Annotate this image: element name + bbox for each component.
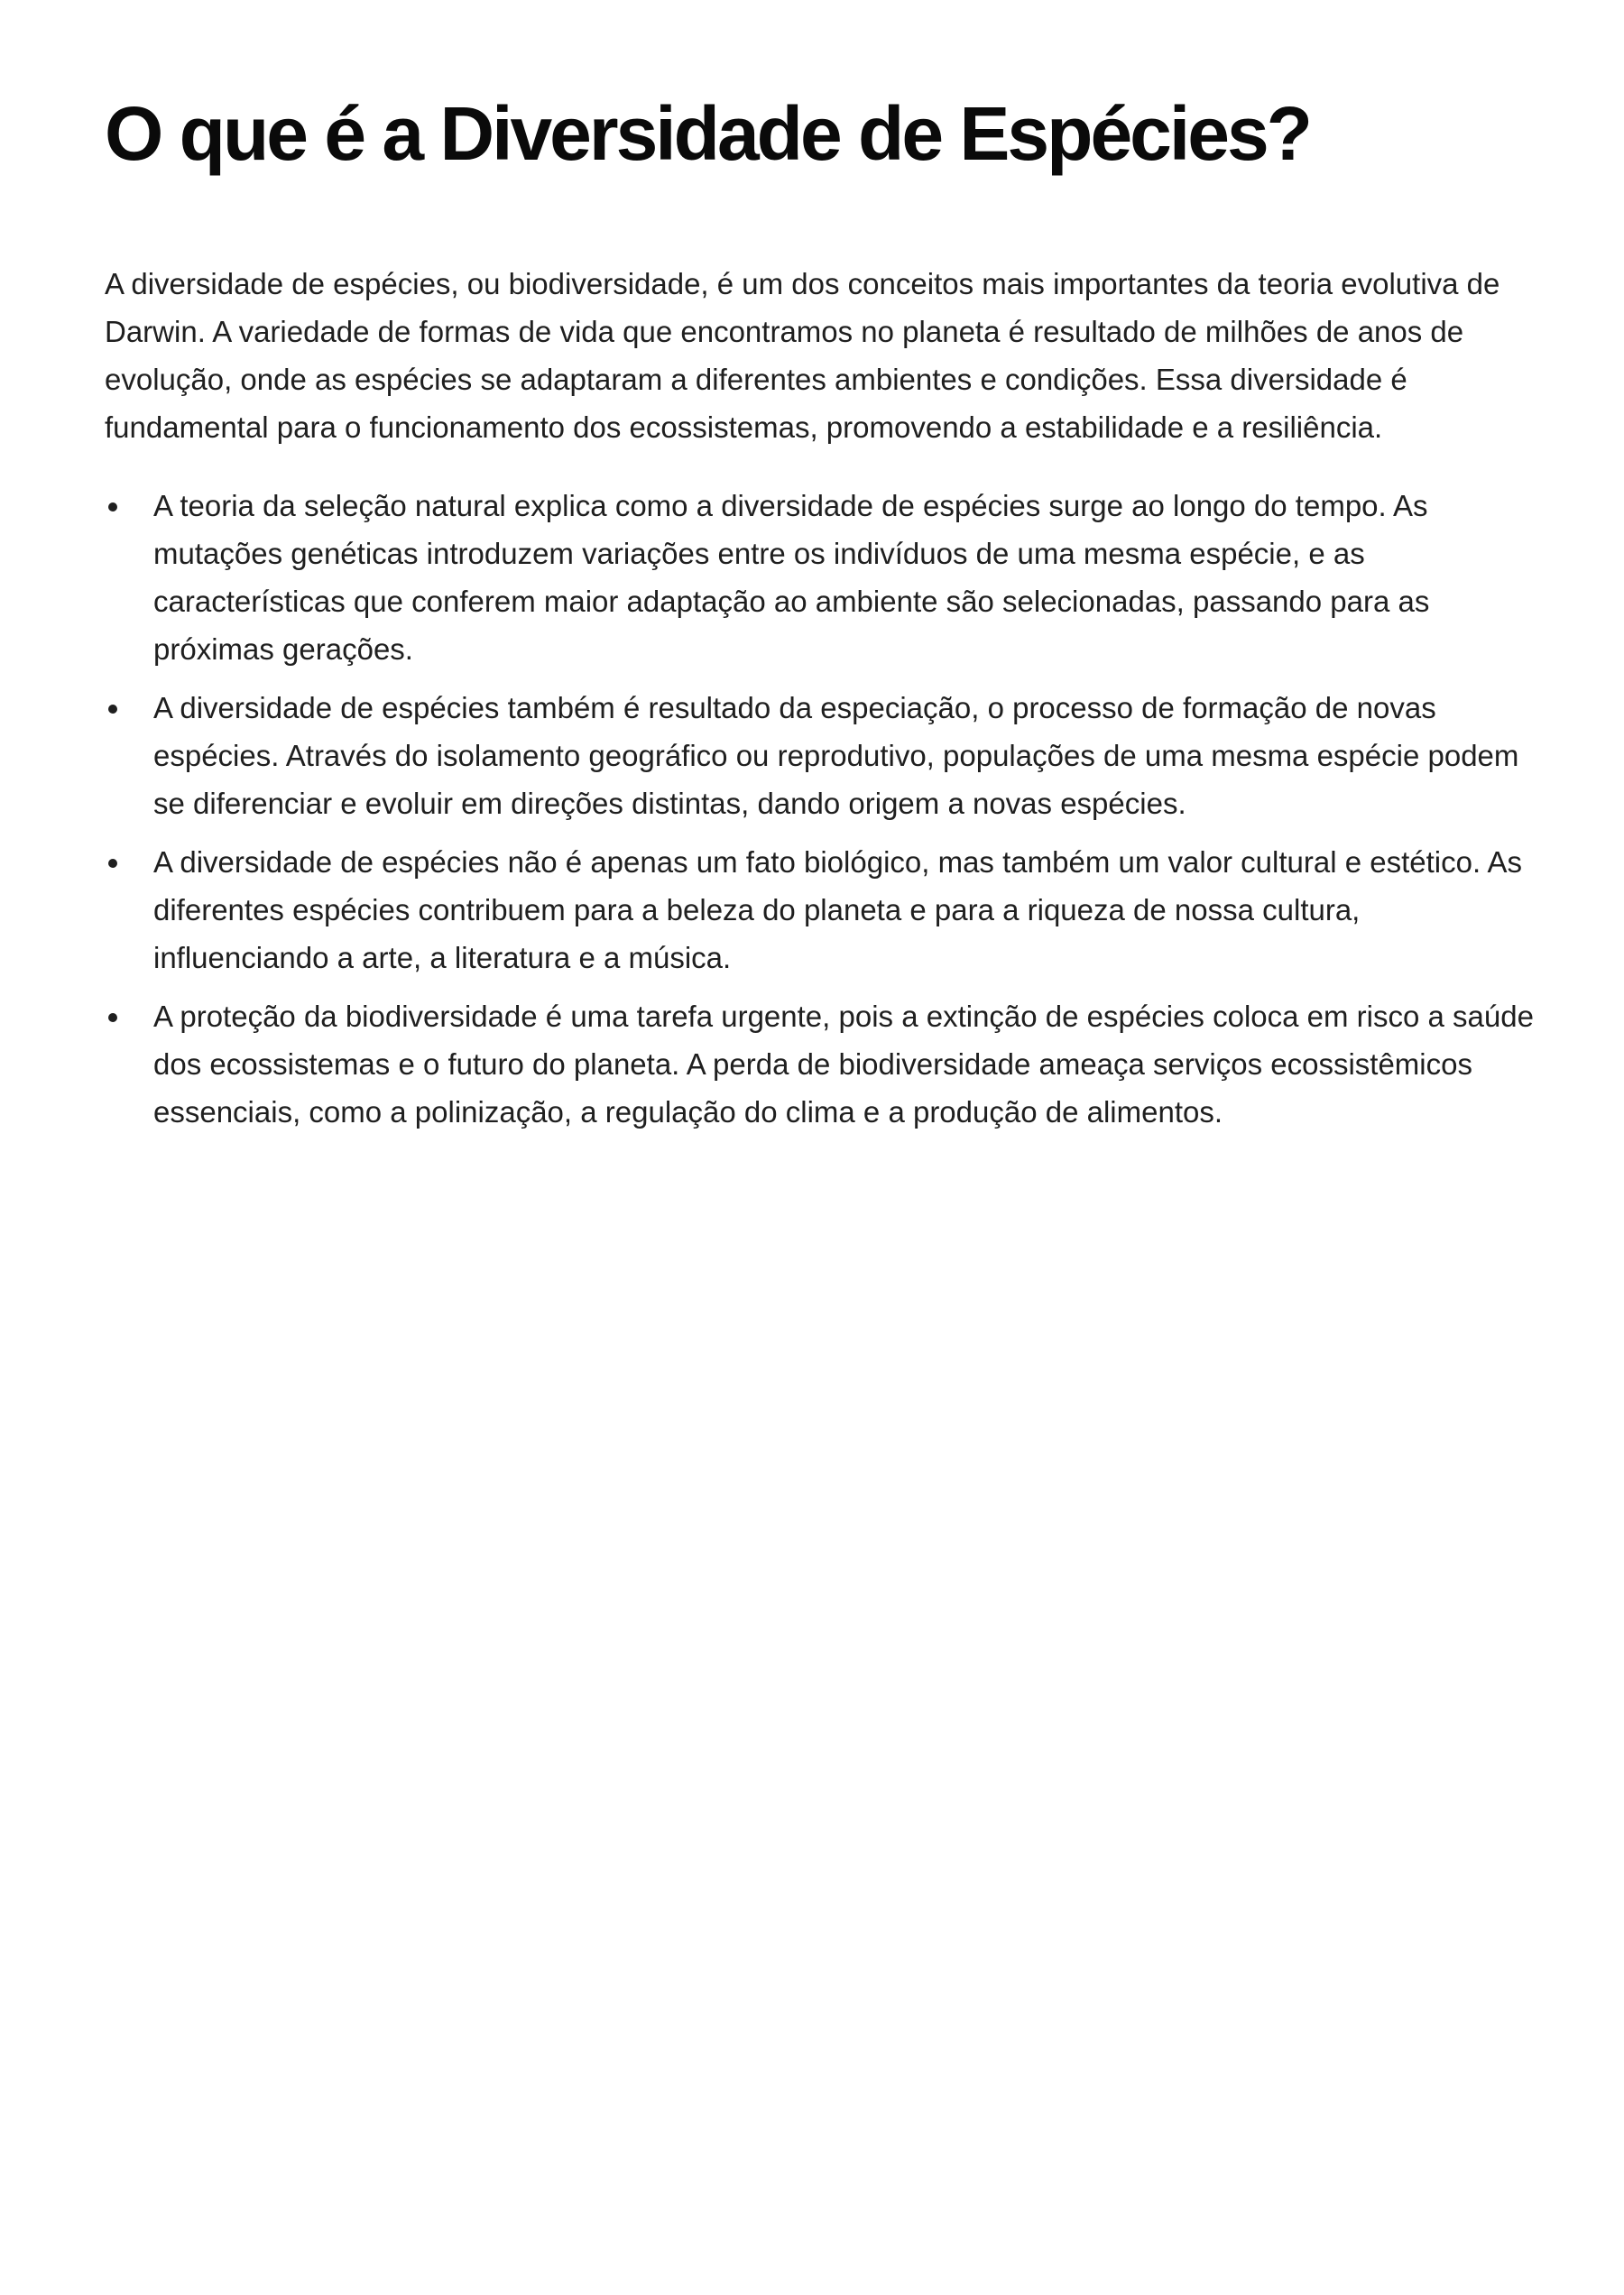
list-item-text: A teoria da seleção natural explica como a diversidade de espécies surge ao longo do tempo. As mutações genéticas introduzem variações entre os indivíduos de uma mesma espécie, e as características que conferem maior adaptação ao ambiente são selecionadas, passando para as próximas gerações. [153,489,1430,666]
bullet-icon [108,1013,117,1022]
page-title: O que é a Diversidade de Espécies? [105,91,1310,176]
bullet-icon [108,705,117,714]
list-item-text: A diversidade de espécies não é apenas um fato biológico, mas também um valor cultural e estético. As diferentes espécies contribuem para a beleza do planeta e para a riqueza de nossa cultura, influenciando a arte, a literatura e a música. [153,845,1523,974]
list-item [105,838,1539,982]
bullet-list [105,482,1539,1136]
list-item [105,482,1539,673]
list-item [105,992,1539,1136]
list-item-text: A proteção da biodiversidade é uma tarefa urgente, pois a extinção de espécies coloca em risco a saúde dos ecossistemas e o futuro do planeta. A perda de biodiversidade ameaça serviços ecossistêmicos essenciais, como a polinização, a regulação do clima e a produção de alimentos. [153,1000,1534,1129]
intro-paragraph: A diversidade de espécies, ou biodiversidade, é um dos conceitos mais importantes da teoria evolutiva de Darwin. A variedade de formas de vida que encontramos no planeta é resultado de milhões de anos de evolução, onde as espécies se adaptaram a diferentes ambientes e condições. Essa diversidade é fundamental para o funcionamento dos ecossistemas, promovendo a estabilidade e a resiliência. [105,267,1500,444]
bullet-icon [108,859,117,868]
document-page [105,79,1534,1147]
list-item [105,684,1539,827]
list-item-text: A diversidade de espécies também é resultado da especiação, o processo de formação de novas espécies. Através do isolamento geográfico ou reprodutivo, populações de uma mesma espécie podem se diferenciar e evoluir em direções distintas, dando origem a novas espécies. [153,691,1519,820]
bullet-icon [108,502,117,512]
